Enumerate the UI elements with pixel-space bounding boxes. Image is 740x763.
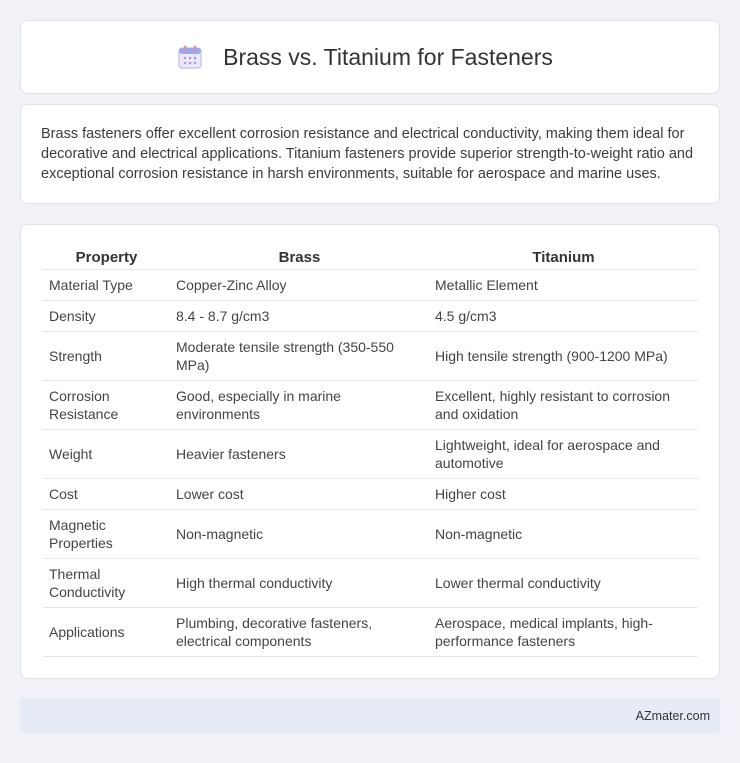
cell-titanium: Higher cost <box>429 478 698 509</box>
intro-card <box>20 104 720 204</box>
cell-titanium: Metallic Element <box>429 269 698 300</box>
header-titanium: Titanium <box>429 246 698 269</box>
cell-brass: Good, especially in marine environments <box>170 380 429 429</box>
header-property: Property <box>43 246 170 269</box>
cell-titanium: Lower thermal conductivity <box>429 558 698 607</box>
cell-brass: Lower cost <box>170 478 429 509</box>
cell-titanium: Aerospace, medical implants, high-performance fasteners <box>429 607 698 656</box>
cell-brass: Heavier fasteners <box>170 429 429 478</box>
table-row <box>43 607 698 656</box>
cell-brass: Plumbing, decorative fasteners, electrical components <box>170 607 429 656</box>
cell-property: Material Type <box>43 269 170 300</box>
cell-property: Applications <box>43 607 170 656</box>
page-title: Brass vs. Titanium for Fasteners <box>223 43 553 70</box>
cell-brass: Non-magnetic <box>170 509 429 558</box>
table-row <box>43 380 698 429</box>
cell-property: Magnetic Properties <box>43 509 170 558</box>
table-row <box>43 509 698 558</box>
title-wrap <box>177 44 553 71</box>
cell-titanium: High tensile strength (900-1200 MPa) <box>429 331 698 380</box>
table-header-row <box>43 246 698 269</box>
table-row <box>43 429 698 478</box>
table-row <box>43 269 698 300</box>
footer-site-link[interactable]: AZmater.com <box>635 708 710 723</box>
header-brass: Brass <box>170 246 429 269</box>
cell-property: Corrosion Resistance <box>43 380 170 429</box>
table-row <box>43 331 698 380</box>
cell-brass: 8.4 - 8.7 g/cm3 <box>170 300 429 331</box>
cell-titanium: 4.5 g/cm3 <box>429 300 698 331</box>
comparison-table <box>43 246 698 657</box>
cell-brass: Moderate tensile strength (350-550 MPa) <box>170 331 429 380</box>
comparison-card <box>20 224 720 679</box>
table-row <box>43 300 698 331</box>
cell-brass: Copper-Zinc Alloy <box>170 269 429 300</box>
cell-brass: High thermal conductivity <box>170 558 429 607</box>
cell-titanium: Non-magnetic <box>429 509 698 558</box>
cell-property: Strength <box>43 331 170 380</box>
table-row <box>43 558 698 607</box>
calendar-icon <box>177 44 203 70</box>
intro-text: Brass fasteners offer excellent corrosion resistance and electrical conductivity, making them ideal for decorative and electrical applications. Titanium fasteners provide superior strength-to-weight ratio and exceptional corrosion resistance in harsh environments, suitable for aerospace and marine uses. <box>41 126 694 182</box>
cell-titanium: Lightweight, ideal for aerospace and automotive <box>429 429 698 478</box>
cell-property: Density <box>43 300 170 331</box>
header-card <box>20 20 720 94</box>
table-row <box>43 478 698 509</box>
cell-property: Thermal Conductivity <box>43 558 170 607</box>
footer <box>20 698 720 733</box>
cell-titanium: Excellent, highly resistant to corrosion and oxidation <box>429 380 698 429</box>
cell-property: Cost <box>43 478 170 509</box>
cell-property: Weight <box>43 429 170 478</box>
